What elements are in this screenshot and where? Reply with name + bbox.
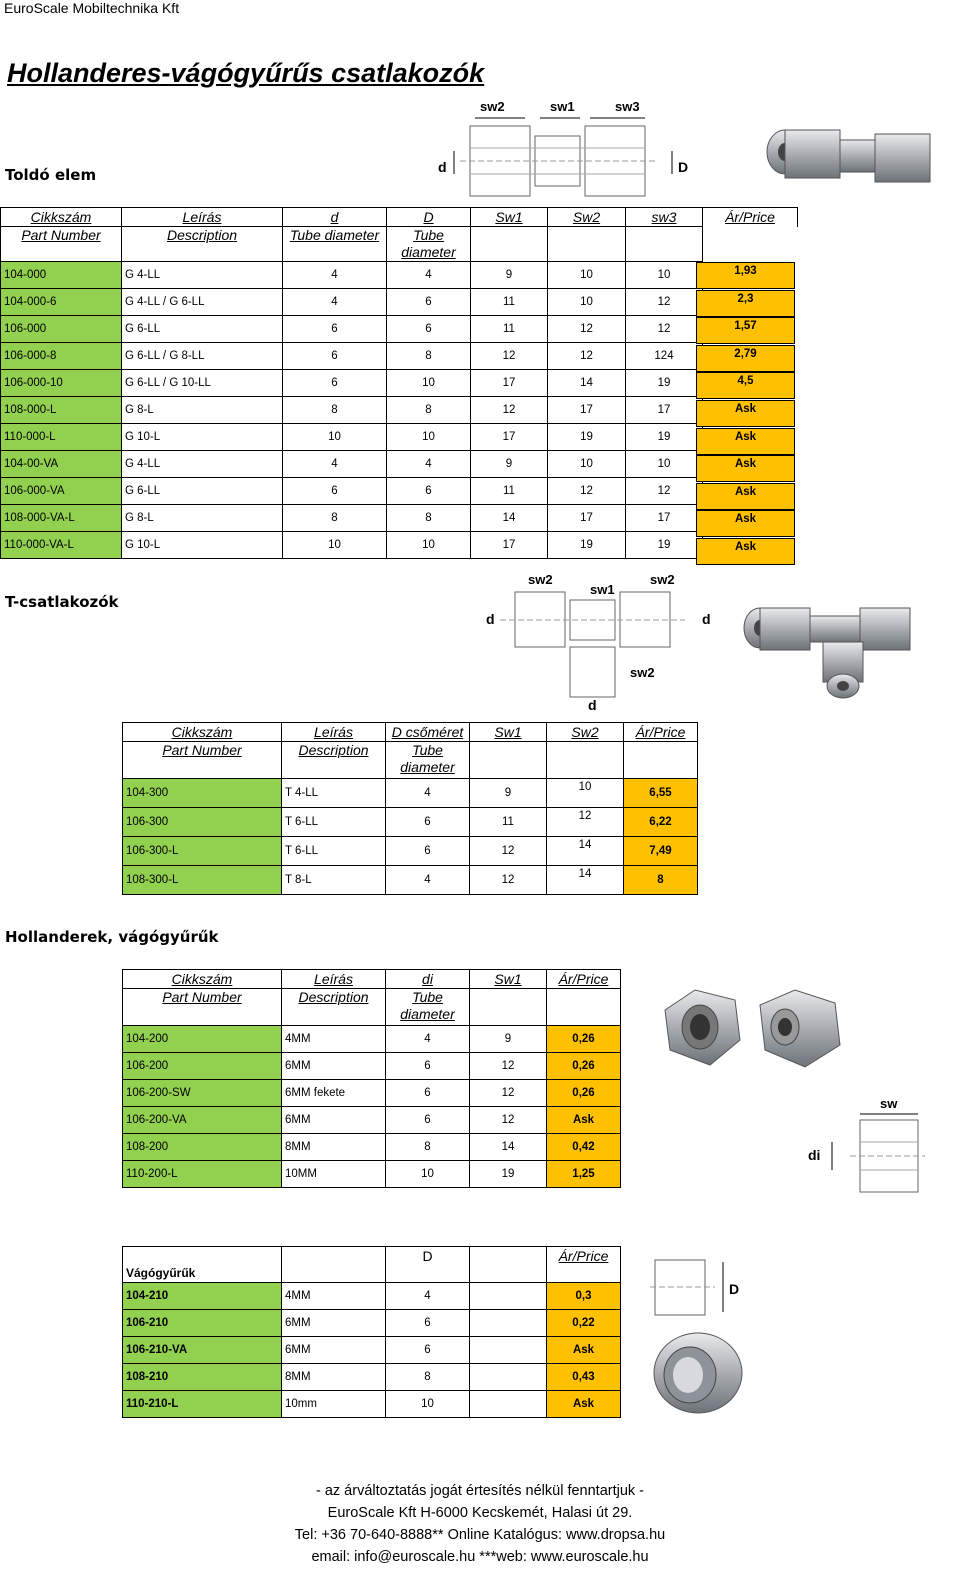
sw1-cell: 9 <box>471 262 548 289</box>
section-title-toldo: Toldó elem <box>5 166 97 184</box>
sw2-cell: 12 <box>548 343 626 370</box>
table-row <box>123 1107 621 1134</box>
header-sw3: sw3 <box>626 208 703 227</box>
header-price: Ár/Price <box>624 723 698 742</box>
description-cell: G 10-L <box>122 424 283 451</box>
part-number-cell: 110-000-VA-L <box>1 532 122 559</box>
description-cell: G 6-LL <box>122 316 283 343</box>
table-subheader-row <box>123 989 621 1026</box>
part-number-cell: 108-300-L <box>123 866 282 895</box>
part-number-cell: 108-000-L <box>1 397 122 424</box>
description-cell: G 4-LL <box>122 262 283 289</box>
description-cell: 4MM <box>282 1283 386 1310</box>
diagram-label-sw2-left: sw2 <box>528 572 553 587</box>
sw3-cell: 12 <box>626 289 703 316</box>
d-cell: 4 <box>283 289 387 316</box>
sw3-cell: 19 <box>626 370 703 397</box>
t-connector-diagram <box>480 572 720 712</box>
header-description: Description <box>122 227 283 262</box>
part-number-cell: 106-300 <box>123 808 282 837</box>
sw1-cell: 12 <box>470 1080 547 1107</box>
diagram-label-sw1: sw1 <box>550 99 575 114</box>
di-cell: 4 <box>386 1026 470 1053</box>
section-title-t-connectors: T-csatlakozók <box>5 593 119 611</box>
diagram-label-sw2: sw2 <box>480 99 505 114</box>
header-leiras: Leírás <box>282 970 386 989</box>
price-cell: 0,22 <box>547 1310 621 1337</box>
coupling-table <box>0 207 798 559</box>
price-cell: Ask <box>696 483 795 510</box>
part-number-cell: 106-200 <box>123 1053 282 1080</box>
table-row <box>1 478 798 505</box>
sw3-cell: 17 <box>626 505 703 532</box>
sw1-cell: 12 <box>470 1107 547 1134</box>
part-number-cell: 104-000-6 <box>1 289 122 316</box>
sw2-cell: 10 <box>548 262 626 289</box>
sw3-cell: 12 <box>626 316 703 343</box>
header-price: Ár/Price <box>703 208 798 227</box>
table-row <box>123 1364 621 1391</box>
d-cell: 6 <box>283 478 387 505</box>
description-cell: G 10-L <box>122 532 283 559</box>
price-cell: 2,79 <box>696 345 795 372</box>
d-cell: 6 <box>283 370 387 397</box>
table-subheader-row <box>123 742 698 779</box>
cutting-ring-table <box>122 1246 621 1418</box>
D-cell: 6 <box>387 289 471 316</box>
d-cell: 6 <box>283 316 387 343</box>
price-cell: 0,3 <box>547 1283 621 1310</box>
price-cell: 1,57 <box>696 317 795 344</box>
table-row <box>1 505 798 532</box>
sw1-cell: 12 <box>471 397 548 424</box>
header-D: D <box>387 208 471 227</box>
part-number-cell: 106-200-VA <box>123 1107 282 1134</box>
part-number-cell: 108-000-VA-L <box>1 505 122 532</box>
D-cell: 10 <box>387 424 471 451</box>
sw2-cell: 19 <box>548 532 626 559</box>
sw3-cell: 17 <box>626 397 703 424</box>
table-header-row <box>123 970 621 989</box>
d-cell: 4 <box>283 262 387 289</box>
table-row <box>123 1337 621 1364</box>
description-cell: 8MM <box>282 1134 386 1161</box>
table-row <box>123 1310 621 1337</box>
sw3-cell: 12 <box>626 478 703 505</box>
price-cell: 4,5 <box>696 372 795 399</box>
part-number-cell: 110-000-L <box>1 424 122 451</box>
D-cell: 4 <box>386 1283 470 1310</box>
price-cell: 7,49 <box>624 837 698 866</box>
footer-email-web: email: info@euroscale.hu ***web: www.euroscale.hu <box>311 1549 649 1565</box>
part-number-cell: 110-210-L <box>123 1391 282 1418</box>
table-row <box>123 808 698 837</box>
header-tube-diameter: Tube diameter <box>386 742 470 779</box>
price-cell: 1,93 <box>696 262 795 289</box>
description-cell: G 6-LL / G 8-LL <box>122 343 283 370</box>
table-row <box>123 837 698 866</box>
table-row <box>123 779 698 808</box>
description-cell: T 6-LL <box>282 808 386 837</box>
description-cell: G 6-LL / G 10-LL <box>122 370 283 397</box>
diagram-label-sw2-right: sw2 <box>650 572 675 587</box>
part-number-cell: 106-210-VA <box>123 1337 282 1364</box>
sw3-cell: 124 <box>626 343 703 370</box>
price-cell: 8 <box>624 866 698 895</box>
sw2-cell: 14 <box>547 866 624 895</box>
t-connector-photo <box>738 598 938 708</box>
header-d: d <box>283 208 387 227</box>
part-number-cell: 106-000 <box>1 316 122 343</box>
sw3-cell: 10 <box>626 451 703 478</box>
header-cikkszam: Cikkszám <box>1 208 122 227</box>
part-number-cell: 104-000 <box>1 262 122 289</box>
sw2-cell: 17 <box>548 397 626 424</box>
D-cell: 6 <box>386 837 470 866</box>
table-row <box>1 262 798 289</box>
sw1-cell: 17 <box>471 370 548 397</box>
footer-disclaimer: - az árváltoztatás jogát értesítés nélkül fenntartjuk - <box>315 1483 645 1499</box>
straight-coupling-diagram <box>430 96 700 206</box>
table-row <box>123 1283 621 1310</box>
header-D-csomeret: D csőméret <box>386 723 470 742</box>
table-row <box>1 316 798 343</box>
description-cell: G 8-L <box>122 505 283 532</box>
price-cell: 0,26 <box>547 1080 621 1107</box>
sw1-cell: 9 <box>471 451 548 478</box>
header-vagogyuruk: Vágógyűrűk <box>123 1247 282 1283</box>
diagram-label-sw: sw <box>880 1096 898 1111</box>
part-number-cell: 106-200-SW <box>123 1080 282 1107</box>
D-cell: 8 <box>387 505 471 532</box>
nut-diagram <box>800 1092 930 1197</box>
part-number-cell: 104-00-VA <box>1 451 122 478</box>
sw1-cell: 17 <box>471 532 548 559</box>
description-cell: G 4-LL <box>122 451 283 478</box>
page-title: Hollanderes-vágógyűrűs csatlakozók <box>7 58 485 88</box>
part-number-cell: 106-000-8 <box>1 343 122 370</box>
price-cell: Ask <box>696 510 795 537</box>
price-cell: Ask <box>696 428 795 455</box>
sw1-cell: 11 <box>471 316 548 343</box>
footer <box>0 1480 960 1568</box>
price-cell: 0,43 <box>547 1364 621 1391</box>
price-cell: Ask <box>696 400 795 427</box>
diagram-label-d: d <box>438 159 447 175</box>
section-title-hollanderek: Hollanderek, vágógyűrűk <box>5 928 219 946</box>
table-row <box>1 397 798 424</box>
table-subheader-row <box>1 227 798 262</box>
part-number-cell: 106-300-L <box>123 837 282 866</box>
price-cell: Ask <box>547 1107 621 1134</box>
sw1-cell: 11 <box>470 808 547 837</box>
d-cell: 10 <box>283 532 387 559</box>
D-cell: 6 <box>387 478 471 505</box>
table-header-row <box>123 1247 621 1283</box>
D-cell: 8 <box>387 343 471 370</box>
sw2-cell: 10 <box>548 451 626 478</box>
D-cell: 8 <box>387 397 471 424</box>
header-price: Ár/Price <box>547 1247 621 1283</box>
D-cell: 4 <box>386 866 470 895</box>
D-cell: 4 <box>387 262 471 289</box>
header-part-number: Part Number <box>1 227 122 262</box>
header-part-number: Part Number <box>123 989 282 1026</box>
sw1-cell: 9 <box>470 779 547 808</box>
sw2-cell: 12 <box>548 316 626 343</box>
price-cell: Ask <box>696 538 795 565</box>
part-number-cell: 108-210 <box>123 1364 282 1391</box>
sw2-cell: 10 <box>548 289 626 316</box>
table-row <box>1 532 798 559</box>
description-cell: 6MM fekete <box>282 1080 386 1107</box>
header-tube-diameter-D: Tube diameter <box>387 227 471 262</box>
part-number-cell: 104-210 <box>123 1283 282 1310</box>
price-cell: 1,25 <box>547 1161 621 1188</box>
description-cell: 4MM <box>282 1026 386 1053</box>
price-cell: 6,55 <box>624 779 698 808</box>
part-number-cell: 108-200 <box>123 1134 282 1161</box>
table-row <box>1 289 798 316</box>
sw2-cell: 12 <box>547 808 624 837</box>
sw1-cell: 12 <box>470 1053 547 1080</box>
D-cell: 10 <box>386 1391 470 1418</box>
di-cell: 6 <box>386 1053 470 1080</box>
price-cell: Ask <box>696 455 795 482</box>
description-cell: G 8-L <box>122 397 283 424</box>
description-cell: 6MM <box>282 1053 386 1080</box>
diagram-label-d-bottom: d <box>588 697 597 712</box>
D-cell: 8 <box>386 1364 470 1391</box>
description-cell: 6MM <box>282 1310 386 1337</box>
header-D: D <box>386 1247 470 1283</box>
sw2-cell: 17 <box>548 505 626 532</box>
part-number-cell: 106-210 <box>123 1310 282 1337</box>
sw1-cell: 14 <box>471 505 548 532</box>
D-cell: 10 <box>387 532 471 559</box>
table-row <box>123 1026 621 1053</box>
coupling-price-column <box>696 262 797 568</box>
D-cell: 6 <box>386 808 470 837</box>
diagram-label-D: D <box>729 1281 740 1297</box>
header-tube-diameter-d: Tube diameter <box>283 227 387 262</box>
part-number-cell: 104-300 <box>123 779 282 808</box>
footer-address: EuroScale Kft H-6000 Kecskemét, Halasi út 29. <box>327 1505 633 1521</box>
diagram-label-D: D <box>678 159 689 175</box>
description-cell: 10MM <box>282 1161 386 1188</box>
price-cell: 0,26 <box>547 1053 621 1080</box>
sw1-cell: 9 <box>470 1026 547 1053</box>
sw2-cell: 14 <box>547 837 624 866</box>
sw2-cell: 14 <box>548 370 626 397</box>
table-row <box>123 1134 621 1161</box>
description-cell: 6MM <box>282 1337 386 1364</box>
sw2-cell: 10 <box>547 779 624 808</box>
description-cell: T 6-LL <box>282 837 386 866</box>
header-tube-diameter: Tube diameter <box>386 989 470 1026</box>
part-number-cell: 106-000-10 <box>1 370 122 397</box>
d-cell: 6 <box>283 343 387 370</box>
diagram-label-di: di <box>808 1147 821 1163</box>
di-cell: 6 <box>386 1107 470 1134</box>
D-cell: 10 <box>387 370 471 397</box>
header-description: Description <box>282 989 386 1026</box>
table-row <box>123 1391 621 1418</box>
header-leiras: Leírás <box>282 723 386 742</box>
header-part-number: Part Number <box>123 742 282 779</box>
company-name: EuroScale Mobiltechnika Kft <box>4 0 180 16</box>
description-cell: G 4-LL / G 6-LL <box>122 289 283 316</box>
sw1-cell: 12 <box>470 866 547 895</box>
D-cell: 6 <box>387 316 471 343</box>
nut-table <box>122 969 621 1188</box>
table-header-row <box>1 208 798 227</box>
description-cell: T 4-LL <box>282 779 386 808</box>
part-number-cell: 106-000-VA <box>1 478 122 505</box>
part-number-cell: 104-200 <box>123 1026 282 1053</box>
D-cell: 6 <box>386 1337 470 1364</box>
header-cikkszam: Cikkszám <box>123 970 282 989</box>
header-sw1: Sw1 <box>470 970 547 989</box>
di-cell: 10 <box>386 1161 470 1188</box>
D-cell: 4 <box>386 779 470 808</box>
di-cell: 8 <box>386 1134 470 1161</box>
price-cell: 6,22 <box>624 808 698 837</box>
di-cell: 6 <box>386 1080 470 1107</box>
table-row <box>1 370 798 397</box>
D-cell: 4 <box>387 451 471 478</box>
table-row <box>123 1080 621 1107</box>
diagram-label-d-left: d <box>486 611 495 627</box>
straight-coupling-photo <box>760 120 950 200</box>
table-row <box>123 866 698 895</box>
table-header-row <box>123 723 698 742</box>
sw2-cell: 19 <box>548 424 626 451</box>
d-cell: 4 <box>283 451 387 478</box>
sw1-cell: 11 <box>471 478 548 505</box>
footer-phone-catalog: Tel: +36 70-640-8888** Online Katalógus: www.dropsa.hu <box>294 1527 666 1543</box>
table-row <box>1 451 798 478</box>
diagram-label-sw1: sw1 <box>590 582 615 597</box>
price-cell: 0,42 <box>547 1134 621 1161</box>
sw1-cell: 11 <box>471 289 548 316</box>
sw1-cell: 19 <box>470 1161 547 1188</box>
price-cell: Ask <box>547 1337 621 1364</box>
description-cell: 8MM <box>282 1364 386 1391</box>
price-cell: 2,3 <box>696 290 795 317</box>
D-cell: 6 <box>386 1310 470 1337</box>
sw3-cell: 19 <box>626 424 703 451</box>
header-sw2: Sw2 <box>548 208 626 227</box>
d-cell: 8 <box>283 397 387 424</box>
sw3-cell: 19 <box>626 532 703 559</box>
sw2-cell: 12 <box>548 478 626 505</box>
t-connector-table <box>122 722 698 895</box>
header-sw1: Sw1 <box>470 723 547 742</box>
sw3-cell: 10 <box>626 262 703 289</box>
table-row <box>1 343 798 370</box>
sw1-cell: 17 <box>471 424 548 451</box>
header-leiras: Leírás <box>122 208 283 227</box>
header-sw1: Sw1 <box>471 208 548 227</box>
diagram-label-sw3: sw3 <box>615 99 640 114</box>
table-row <box>1 424 798 451</box>
description-cell: 6MM <box>282 1107 386 1134</box>
part-number-cell: 110-200-L <box>123 1161 282 1188</box>
d-cell: 10 <box>283 424 387 451</box>
cutting-ring-photo <box>648 1325 758 1420</box>
description-cell: G 6-LL <box>122 478 283 505</box>
table-row <box>123 1053 621 1080</box>
sw1-cell: 14 <box>470 1134 547 1161</box>
table-row <box>123 1161 621 1188</box>
price-cell: Ask <box>547 1391 621 1418</box>
header-cikkszam: Cikkszám <box>123 723 282 742</box>
nut-photo <box>655 985 855 1080</box>
price-cell: 0,26 <box>547 1026 621 1053</box>
diagram-label-sw2-bottom: sw2 <box>630 665 655 680</box>
header-sw2: Sw2 <box>547 723 624 742</box>
cutting-ring-diagram <box>645 1250 765 1320</box>
header-price: Ár/Price <box>547 970 621 989</box>
sw1-cell: 12 <box>471 343 548 370</box>
sw1-cell: 12 <box>470 837 547 866</box>
description-cell: 10mm <box>282 1391 386 1418</box>
header-di: di <box>386 970 470 989</box>
header-description: Description <box>282 742 386 779</box>
description-cell: T 8-L <box>282 866 386 895</box>
d-cell: 8 <box>283 505 387 532</box>
diagram-label-d-right: d <box>702 611 711 627</box>
